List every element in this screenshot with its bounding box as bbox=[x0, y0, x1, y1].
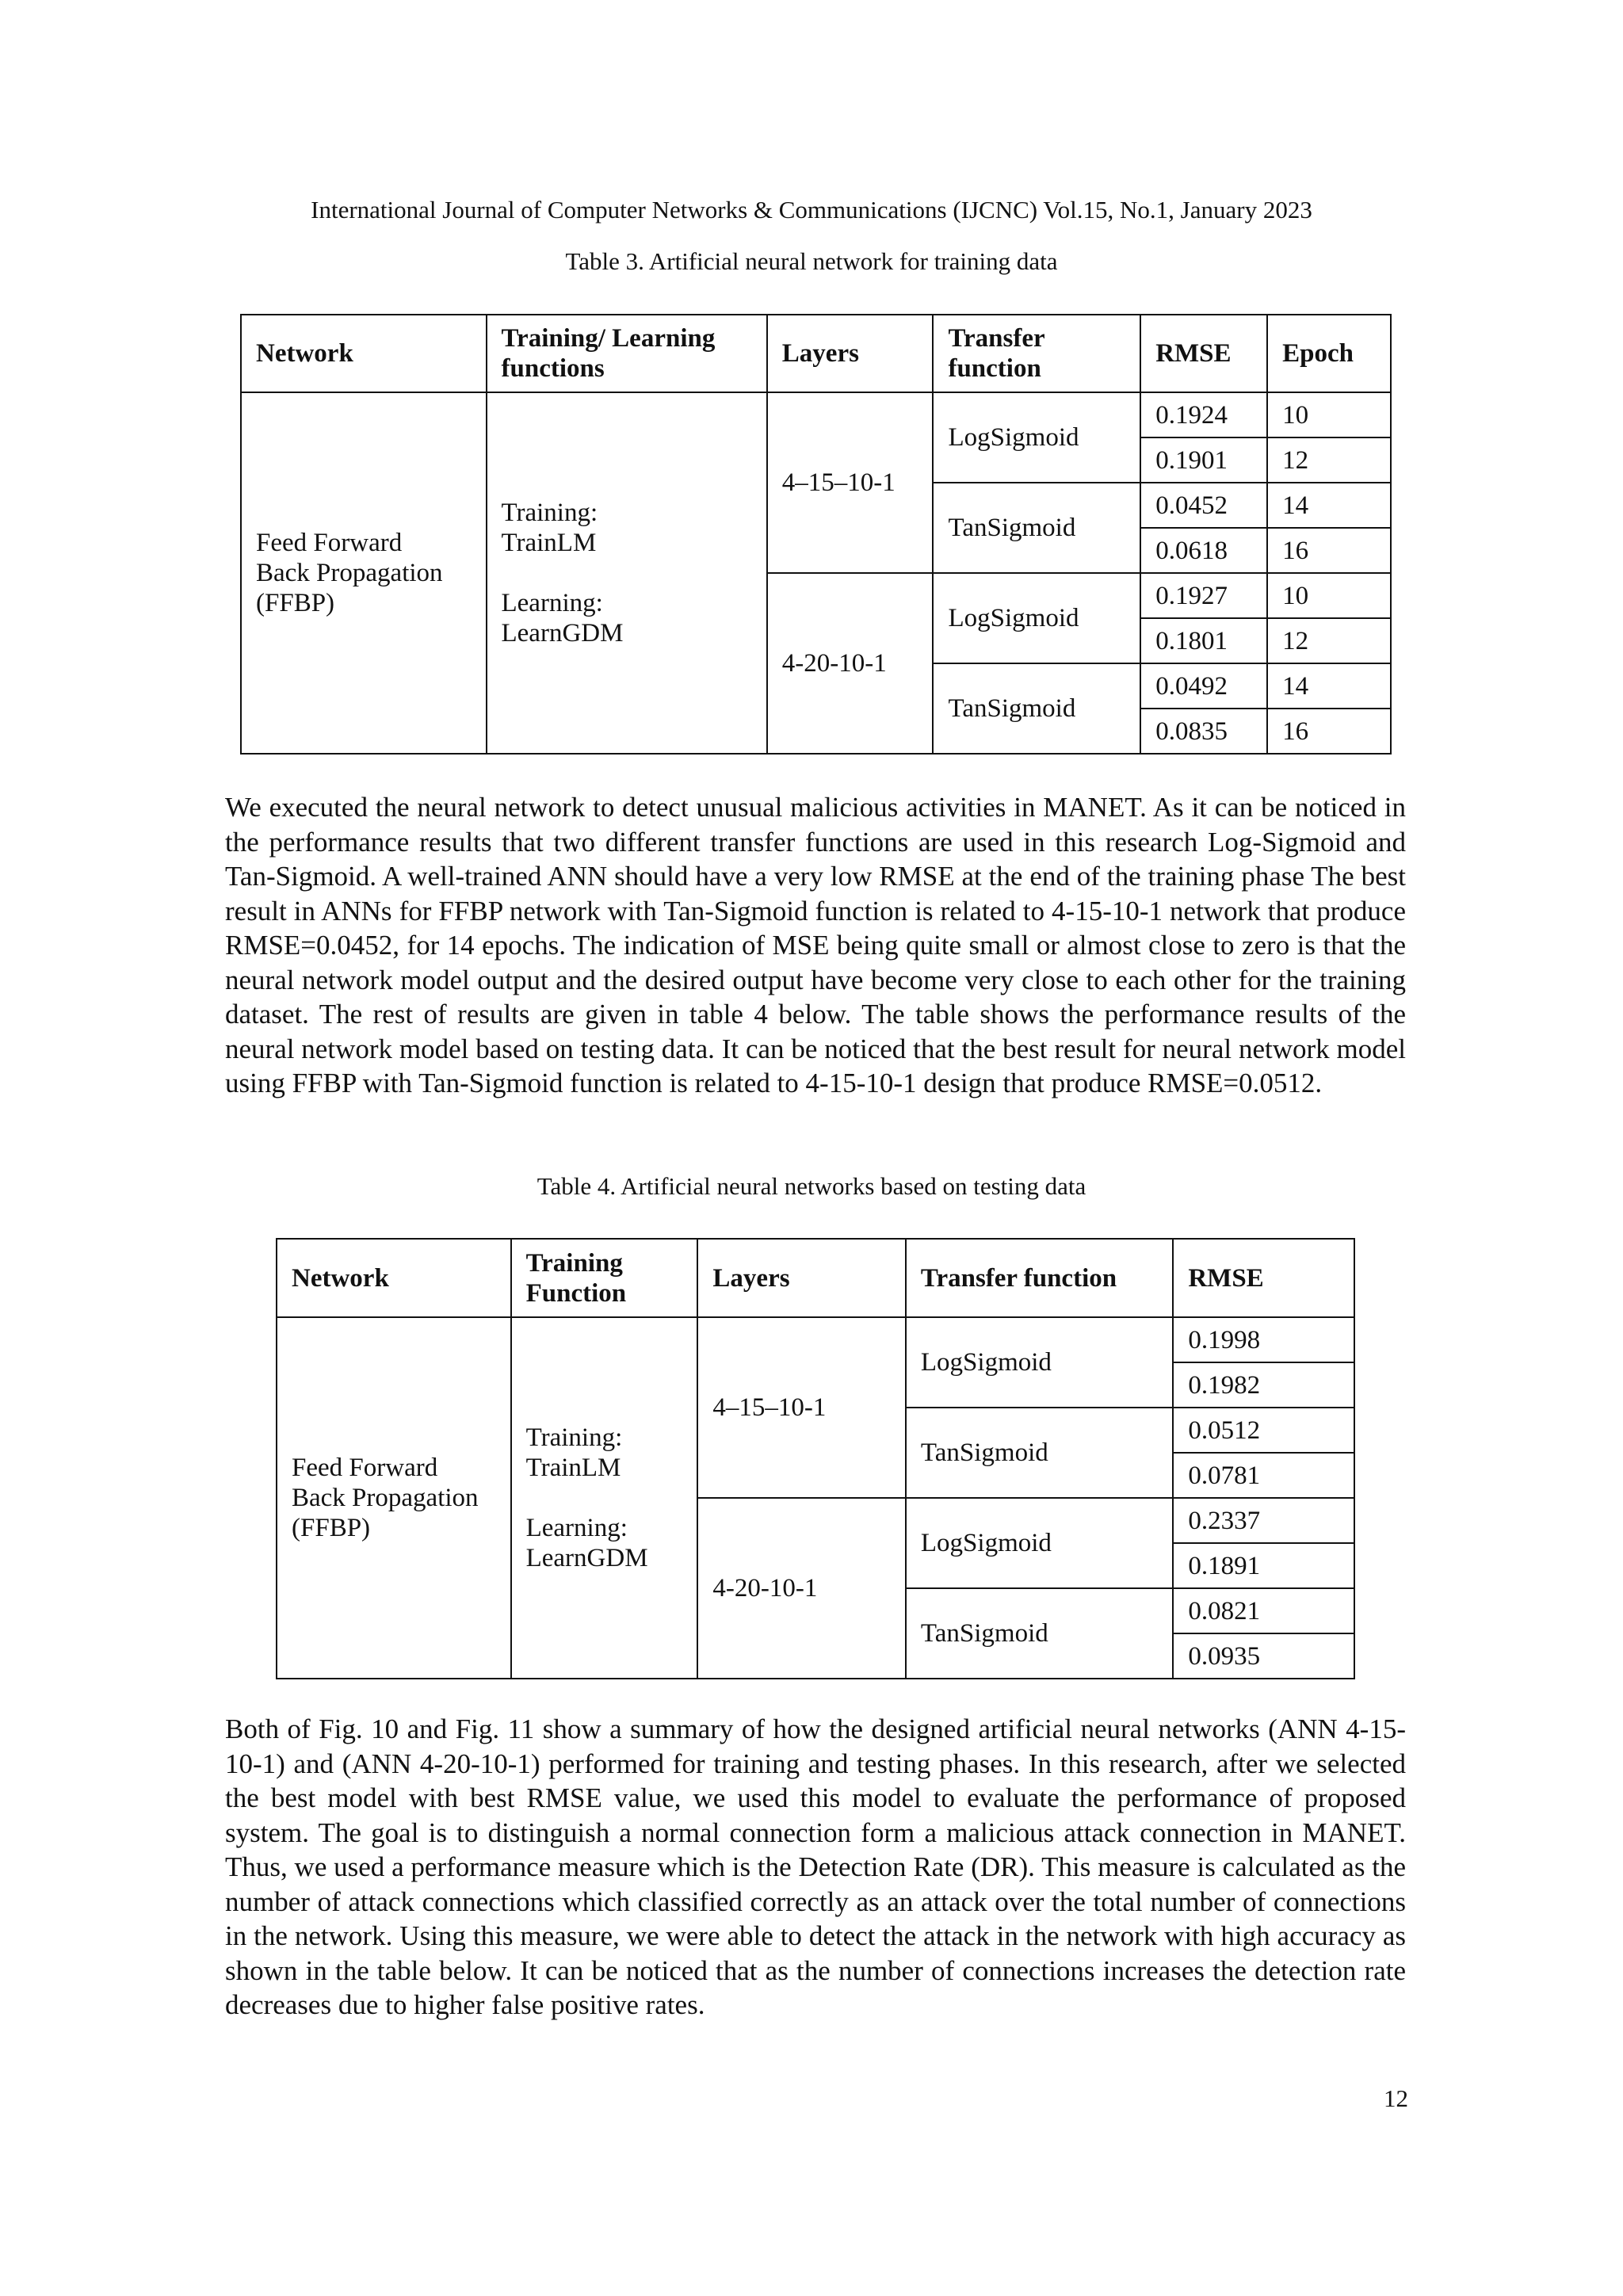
learning-label: Learning: bbox=[501, 589, 603, 617]
table4-transfer-cell: TanSigmoid bbox=[906, 1408, 1173, 1498]
table3-epoch-cell: 14 bbox=[1267, 663, 1391, 709]
table3-epoch-cell: 16 bbox=[1267, 709, 1391, 754]
table3-epoch-cell: 14 bbox=[1267, 483, 1391, 528]
table3-epoch-cell: 12 bbox=[1267, 437, 1391, 483]
learning-label: Learning: bbox=[525, 1514, 628, 1542]
training-label: Training: bbox=[501, 499, 598, 527]
page-number: 12 bbox=[1384, 2084, 1408, 2112]
table-row bbox=[241, 392, 1391, 437]
table3-functions-cell bbox=[487, 392, 767, 754]
learning-value: LearnGDM bbox=[501, 619, 624, 648]
learning-value: LearnGDM bbox=[525, 1544, 648, 1572]
table3-rmse-cell: 0.0618 bbox=[1140, 528, 1267, 573]
table3-layers-cell: 4–15–10-1 bbox=[767, 392, 934, 573]
training-value: TrainLM bbox=[525, 1454, 621, 1482]
table3-header-epoch: Epoch bbox=[1267, 315, 1391, 392]
training-value: TrainLM bbox=[501, 529, 597, 557]
table4-functions-cell bbox=[511, 1317, 698, 1679]
table4-rmse-cell: 0.1891 bbox=[1173, 1543, 1354, 1588]
table3-training-results bbox=[240, 314, 1392, 755]
table3-transfer-cell: TanSigmoid bbox=[933, 483, 1140, 573]
table4-header-row bbox=[277, 1239, 1354, 1317]
table4-header-rmse: RMSE bbox=[1173, 1239, 1354, 1317]
table3-rmse-cell: 0.1801 bbox=[1140, 618, 1267, 663]
table4-header-layers: Layers bbox=[697, 1239, 905, 1317]
table3-rmse-cell: 0.1901 bbox=[1140, 437, 1267, 483]
table3-rmse-cell: 0.0452 bbox=[1140, 483, 1267, 528]
table4-rmse-cell: 0.2337 bbox=[1173, 1498, 1354, 1543]
table4-rmse-cell: 0.0821 bbox=[1173, 1588, 1354, 1633]
table4-rmse-cell: 0.1998 bbox=[1173, 1317, 1354, 1362]
table4-testing-results bbox=[276, 1238, 1355, 1679]
table3-transfer-cell: TanSigmoid bbox=[933, 663, 1140, 754]
table3-epoch-cell: 12 bbox=[1267, 618, 1391, 663]
table4-transfer-cell: LogSigmoid bbox=[906, 1498, 1173, 1588]
table3-transfer-cell: LogSigmoid bbox=[933, 392, 1140, 483]
table3-header-functions-line2: functions bbox=[501, 354, 605, 383]
table3-transfer-cell: LogSigmoid bbox=[933, 573, 1140, 663]
table4-transfer-cell: TanSigmoid bbox=[906, 1588, 1173, 1679]
table3-layers-cell: 4-20-10-1 bbox=[767, 573, 934, 754]
table3-header-transfer-line1: Transfer bbox=[948, 324, 1045, 353]
table4-caption: Table 4. Artificial neural networks based on testing data bbox=[537, 1172, 1086, 1200]
table4-rmse-cell: 0.1982 bbox=[1173, 1362, 1354, 1408]
journal-header: International Journal of Computer Networks & Communications (IJCNC) Vol.15, No.1, January 2023 bbox=[311, 196, 1312, 223]
table4-rmse-cell: 0.0781 bbox=[1173, 1453, 1354, 1498]
table3-header-layers: Layers bbox=[767, 315, 934, 392]
network-line: Back Propagation bbox=[256, 559, 443, 587]
table3-header-network: Network bbox=[241, 315, 487, 392]
table4-header-training-line1: Training bbox=[525, 1248, 623, 1278]
table3-epoch-cell: 16 bbox=[1267, 528, 1391, 573]
table3-header-rmse: RMSE bbox=[1140, 315, 1267, 392]
table4-rmse-cell: 0.0512 bbox=[1173, 1408, 1354, 1453]
table3-rmse-cell: 0.1924 bbox=[1140, 392, 1267, 437]
table4-header-network: Network bbox=[277, 1239, 511, 1317]
body-paragraph-2: Both of Fig. 10 and Fig. 11 show a summary of how the designed artificial neural networks (ANN 4-15-10-1) and (ANN 4-20-10-1) performed for training and testing phases. In this research, after we selected the best model with best RMSE value, we used this model to evaluate the performance of proposed system. The goal is to distinguish a normal connection form a malicious attack connection in MANET. Thus, we used a performance measure which is the Detection Rate (DR). This measure is calculated as the number of attack connections which classified correctly as an attack over the total number of connections in the network. Using this measure, we were able to detect the attack in the network with high accuracy as shown in the table below. It can be noticed that as the number of connections increases the detection rate decreases due to higher false positive rates. bbox=[225, 1713, 1406, 2020]
table3-rmse-cell: 0.0492 bbox=[1140, 663, 1267, 709]
table4-layers-cell: 4–15–10-1 bbox=[697, 1317, 905, 1498]
table3-network-cell bbox=[241, 392, 487, 754]
network-line: Back Propagation bbox=[292, 1484, 479, 1512]
network-line: Feed Forward bbox=[256, 529, 403, 557]
table4-network-cell bbox=[277, 1317, 511, 1679]
network-line: (FFBP) bbox=[256, 589, 335, 617]
table3-header-row bbox=[241, 315, 1391, 392]
table3-epoch-cell: 10 bbox=[1267, 392, 1391, 437]
table4-header-transfer: Transfer function bbox=[906, 1239, 1173, 1317]
table3-rmse-cell: 0.0835 bbox=[1140, 709, 1267, 754]
network-line: Feed Forward bbox=[292, 1454, 438, 1482]
table3-header-functions bbox=[487, 315, 767, 392]
table-row bbox=[277, 1317, 1354, 1362]
network-line: (FFBP) bbox=[292, 1514, 371, 1542]
table3-caption: Table 3. Artificial neural network for training data bbox=[565, 247, 1058, 275]
table3-header-transfer bbox=[933, 315, 1140, 392]
table3-header-transfer-line2: function bbox=[948, 354, 1041, 383]
table3-epoch-cell: 10 bbox=[1267, 573, 1391, 618]
table4-header-training-line2: Function bbox=[525, 1278, 627, 1308]
table3-rmse-cell: 0.1927 bbox=[1140, 573, 1267, 618]
table4-transfer-cell: LogSigmoid bbox=[906, 1317, 1173, 1408]
table4-layers-cell: 4-20-10-1 bbox=[697, 1498, 905, 1679]
table4-rmse-cell: 0.0935 bbox=[1173, 1633, 1354, 1679]
training-label: Training: bbox=[525, 1423, 623, 1452]
table4-header-training bbox=[511, 1239, 698, 1317]
table3-header-functions-line1: Training/ Learning bbox=[501, 324, 716, 353]
body-paragraph-1: We executed the neural network to detect unusual malicious activities in MANET. As it can be noticed in the performance results that two different transfer functions are used in this research Log-Sigmoid and Tan-Sigmoid. A well-trained ANN should have a very low RMSE at the end of the training phase The best result in ANNs for FFBP network with Tan-Sigmoid function is related to 4-15-10-1 network that produce RMSE=0.0452, for 14 epochs. The indication of MSE being quite small or almost close to zero is that the neural network model output and the desired output have become very close to each other for the training dataset. The rest of results are given in table 4 below. The table shows the performance results of the neural network model based on testing data. It can be noticed that the best result for neural network model using FFBP with Tan-Sigmoid function is related to 4-15-10-1 design that produce RMSE=0.0512. bbox=[225, 792, 1406, 1098]
